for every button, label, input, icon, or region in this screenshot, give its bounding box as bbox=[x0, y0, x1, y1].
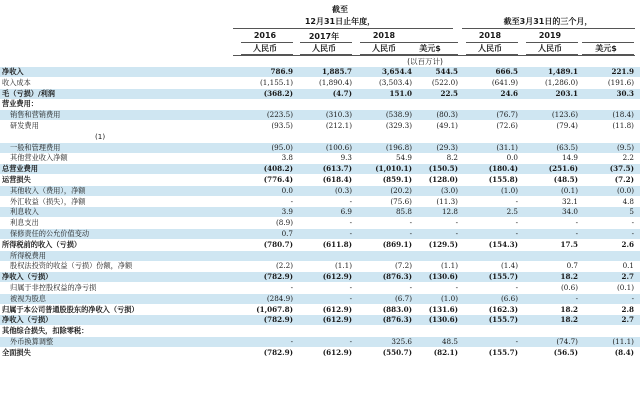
row-value-col-3: (131.6) bbox=[428, 304, 458, 314]
row-value-col-2: (550.7) bbox=[382, 347, 412, 357]
row-label: 净收入 bbox=[2, 67, 24, 76]
row-value-col-5: 0.7 bbox=[566, 261, 578, 271]
row-value-col-1: - bbox=[349, 293, 352, 303]
row-value-col-0: - bbox=[290, 283, 293, 292]
row-label: 其他综合损失，扣除零税： bbox=[2, 326, 89, 336]
row-value-col-4: - bbox=[515, 218, 518, 228]
row-value-col-1: (612.9) bbox=[322, 304, 352, 314]
table-row bbox=[0, 251, 640, 261]
row-value-col-2: (876.3) bbox=[382, 272, 412, 282]
row-value-col-0: (1,067.8) bbox=[256, 304, 293, 314]
currency-header-col-2: 人民币 bbox=[372, 44, 396, 53]
row-value-col-5: (79.4) bbox=[556, 121, 578, 130]
row-value-col-4: - bbox=[515, 337, 518, 346]
row-value-col-0: (1,155.1) bbox=[259, 77, 293, 87]
row-value-col-5: - bbox=[575, 218, 578, 228]
row-value-col-6: (0.1) bbox=[616, 283, 634, 292]
row-label: 营业费用： bbox=[2, 99, 38, 109]
row-value-col-6: 2.8 bbox=[621, 304, 634, 314]
row-value-col-4: 24.6 bbox=[500, 88, 518, 98]
row-value-col-2: (329.3) bbox=[385, 121, 412, 130]
row-value-col-2: (869.1) bbox=[382, 239, 412, 249]
currency-header-col-5: 人民币 bbox=[538, 44, 562, 53]
row-value-col-1: (611.8) bbox=[322, 239, 352, 249]
row-value-col-1: (100.6) bbox=[325, 142, 352, 152]
row-value-col-3: (82.1) bbox=[433, 347, 458, 357]
row-label: 归属于非控股权益的净亏损 bbox=[10, 283, 97, 292]
row-value-col-5: (123.6) bbox=[551, 110, 578, 120]
row-value-col-2: - bbox=[409, 229, 412, 238]
table-row bbox=[0, 121, 640, 131]
currency-header-col-1: 人民币 bbox=[312, 44, 336, 53]
row-value-col-4: (6.6) bbox=[500, 293, 518, 303]
row-value-col-6: 0.1 bbox=[622, 261, 634, 271]
row-value-col-3: (1.0) bbox=[440, 293, 458, 303]
row-label: 归属于本公司普通股股东的净收入（亏损） bbox=[2, 304, 139, 314]
row-value-col-2: 3,654.4 bbox=[381, 67, 412, 76]
row-value-col-1: (1,890.4) bbox=[318, 77, 352, 87]
row-value-col-4: 666.5 bbox=[495, 67, 518, 76]
row-label: 利息收入 bbox=[10, 207, 39, 217]
row-value-col-1: 6.9 bbox=[340, 207, 352, 217]
row-value-col-2: (876.3) bbox=[382, 315, 412, 325]
row-value-col-0: (780.7) bbox=[263, 239, 293, 249]
row-value-col-6: - bbox=[631, 229, 634, 238]
row-value-col-1: (1.1) bbox=[334, 261, 352, 271]
row-value-col-1: - bbox=[349, 283, 352, 292]
table-row bbox=[0, 89, 640, 99]
row-label: 保修责任的公允价值变动 bbox=[10, 229, 90, 238]
row-value-col-0: (95.0) bbox=[271, 142, 293, 152]
row-label: 收入成本 bbox=[2, 77, 31, 87]
row-value-col-5: (251.6) bbox=[548, 164, 578, 174]
row-value-col-5: 14.9 bbox=[561, 153, 578, 163]
row-value-col-2: (538.9) bbox=[385, 110, 412, 120]
table-row bbox=[0, 326, 640, 336]
row-value-col-5: 18.2 bbox=[560, 304, 578, 314]
row-value-col-5: (0.6) bbox=[560, 283, 578, 292]
row-value-col-6: 2.6 bbox=[621, 239, 634, 249]
row-value-col-6: (9.5) bbox=[616, 142, 634, 152]
table-row bbox=[0, 132, 640, 142]
row-value-col-5: (74.7) bbox=[556, 337, 578, 346]
row-value-col-3: (150.5) bbox=[428, 164, 458, 174]
table-row bbox=[0, 164, 640, 174]
row-value-col-6: (0.0) bbox=[616, 185, 634, 195]
row-value-col-5: 34.0 bbox=[561, 207, 578, 217]
row-value-col-4: (31.1) bbox=[496, 142, 518, 152]
row-value-col-3: (80.3) bbox=[436, 110, 458, 120]
row-value-col-0: 0.7 bbox=[281, 229, 293, 238]
row-value-col-4: (162.3) bbox=[488, 304, 518, 314]
row-value-col-0: (223.5) bbox=[266, 110, 293, 120]
row-value-col-3: - bbox=[455, 218, 458, 228]
table-row bbox=[0, 294, 640, 304]
unit-note: (以百万计) bbox=[407, 57, 443, 66]
row-value-col-1: (613.7) bbox=[322, 164, 352, 174]
row-value-col-5: 18.2 bbox=[560, 315, 578, 325]
row-value-col-5: 18.2 bbox=[560, 272, 578, 282]
year-header-col-0: 2016 bbox=[253, 31, 277, 40]
row-value-col-0: (408.2) bbox=[263, 164, 293, 174]
row-value-col-1: - bbox=[349, 337, 352, 346]
row-value-col-6: 2.7 bbox=[621, 315, 634, 325]
row-value-col-6: (18.4) bbox=[612, 110, 634, 120]
year-header-col-5: 2019 bbox=[538, 31, 562, 40]
row-value-col-0: (2.2) bbox=[275, 261, 293, 271]
table-row bbox=[0, 283, 640, 293]
row-value-col-0: (8.9) bbox=[275, 218, 293, 228]
table-row bbox=[0, 99, 640, 109]
row-value-col-5: (1,286.0) bbox=[544, 77, 578, 87]
row-value-col-3: - bbox=[455, 283, 458, 292]
table-row bbox=[0, 207, 640, 217]
currency-header-col-3: 美元$ bbox=[419, 44, 441, 53]
row-value-col-3: - bbox=[455, 229, 458, 238]
row-label: 被视为股息 bbox=[10, 293, 46, 303]
row-value-col-6: (11.1) bbox=[612, 337, 634, 346]
row-value-col-1: (4.7) bbox=[332, 88, 352, 98]
row-label: 研发费用 bbox=[10, 121, 39, 130]
row-value-col-4: (641.9) bbox=[491, 77, 518, 87]
row-value-col-4: - bbox=[515, 196, 518, 206]
table-row bbox=[0, 143, 640, 153]
row-value-col-2: (20.2) bbox=[390, 185, 412, 195]
annual-group-rule bbox=[233, 28, 453, 29]
row-value-col-2: (7.2) bbox=[394, 261, 412, 271]
row-value-col-4: (76.7) bbox=[496, 110, 518, 120]
row-value-col-1: - bbox=[349, 196, 352, 206]
row-value-col-2: (196.8) bbox=[385, 142, 412, 152]
row-value-col-6: (8.4) bbox=[614, 347, 634, 357]
table-row bbox=[0, 240, 640, 250]
row-value-col-5: 32.1 bbox=[561, 196, 578, 206]
row-value-col-5: - bbox=[575, 293, 578, 303]
row-value-col-0: (776.4) bbox=[263, 175, 293, 184]
row-value-col-2: 325.6 bbox=[391, 337, 412, 346]
row-label: 外汇收益（损失），净额 bbox=[10, 196, 86, 206]
row-value-col-4: (155.7) bbox=[488, 315, 518, 325]
row-value-col-3: 48.5 bbox=[441, 337, 458, 346]
row-value-col-2: (6.7) bbox=[394, 293, 412, 303]
table-row bbox=[0, 229, 640, 239]
row-value-col-4: (155.8) bbox=[488, 175, 518, 184]
row-value-col-3: (130.6) bbox=[428, 315, 458, 325]
table-row bbox=[0, 67, 640, 77]
row-value-col-6: (37.5) bbox=[609, 164, 634, 174]
row-value-col-0: (782.9) bbox=[263, 315, 293, 325]
table-row bbox=[0, 348, 640, 358]
row-value-col-0: - bbox=[290, 196, 293, 206]
row-value-col-0: (782.9) bbox=[263, 272, 293, 282]
row-label: 所得税前的收入（亏损） bbox=[2, 239, 82, 249]
row-value-col-5: (0.1) bbox=[560, 185, 578, 195]
row-value-col-0: 0.0 bbox=[281, 185, 293, 195]
row-value-col-6: (7.2) bbox=[614, 175, 634, 184]
quarterly-period-heading: 截至3月31日的三个月， bbox=[503, 17, 593, 26]
currency-header-col-6: 美元$ bbox=[595, 44, 617, 53]
annual-period-heading: 截至 bbox=[332, 5, 348, 14]
row-value-col-3: 8.2 bbox=[446, 153, 458, 163]
row-value-col-1: (612.9) bbox=[322, 347, 352, 357]
row-label: 所得税费用 bbox=[10, 250, 46, 260]
row-value-col-2: (883.0) bbox=[382, 304, 412, 314]
row-value-col-5: (48.5) bbox=[553, 175, 578, 184]
row-value-col-5: (56.5) bbox=[553, 347, 578, 357]
row-value-col-2: 54.9 bbox=[395, 153, 412, 163]
row-value-col-4: (1.4) bbox=[500, 261, 518, 271]
row-value-col-4: - bbox=[515, 283, 518, 292]
row-value-col-3: (3.0) bbox=[440, 185, 458, 195]
row-value-col-3: (49.1) bbox=[436, 121, 458, 130]
table-row bbox=[0, 261, 640, 271]
row-value-col-4: (155.7) bbox=[488, 272, 518, 282]
row-value-col-5: (63.5) bbox=[556, 142, 578, 152]
row-label: 全面损失 bbox=[2, 347, 31, 357]
row-value-col-2: (1,010.1) bbox=[375, 164, 412, 174]
row-value-col-3: 22.5 bbox=[440, 88, 458, 98]
year-header-col-2: 2018 bbox=[372, 31, 396, 40]
row-value-col-0: (284.9) bbox=[266, 293, 293, 303]
table-row bbox=[0, 175, 640, 185]
row-value-col-1: (0.3) bbox=[334, 185, 352, 195]
row-label: 其他收入（费用），净额 bbox=[10, 185, 86, 195]
row-value-col-3: 544.5 bbox=[435, 67, 458, 76]
row-value-col-0: 786.9 bbox=[270, 67, 293, 76]
row-label: 净收入（亏损） bbox=[2, 272, 53, 282]
table-row bbox=[0, 186, 640, 196]
row-value-col-1: (612.9) bbox=[322, 272, 352, 282]
row-value-col-4: - bbox=[515, 229, 518, 238]
row-value-col-4: 0.0 bbox=[506, 153, 518, 163]
row-value-col-6: - bbox=[631, 218, 634, 228]
table-row bbox=[0, 272, 640, 282]
row-label: 一般和管理费用 bbox=[10, 142, 61, 152]
row-value-col-1: 1,885.7 bbox=[321, 67, 352, 76]
row-value-col-5: - bbox=[575, 229, 578, 238]
row-value-col-3: (11.3) bbox=[436, 196, 458, 206]
row-label: 总营业费用 bbox=[2, 164, 38, 174]
table-row bbox=[0, 337, 640, 347]
row-label: (1) bbox=[95, 131, 106, 141]
row-value-col-2: (3,503.4) bbox=[378, 77, 412, 87]
row-value-col-2: 85.8 bbox=[395, 207, 412, 217]
row-label: 其他营业收入净额 bbox=[10, 153, 68, 163]
table-row bbox=[0, 110, 640, 120]
row-value-col-2: 151.0 bbox=[389, 88, 412, 98]
row-value-col-0: (368.2) bbox=[263, 88, 293, 98]
row-value-col-4: (72.6) bbox=[496, 121, 518, 130]
row-value-col-2: (859.1) bbox=[382, 175, 412, 184]
row-value-col-0: (782.9) bbox=[263, 347, 293, 357]
row-label: 毛（亏损）/利润 bbox=[2, 88, 55, 98]
table-row bbox=[0, 78, 640, 88]
row-value-col-3: (29.3) bbox=[436, 142, 458, 152]
row-value-col-1: (612.9) bbox=[322, 315, 352, 325]
row-value-col-0: 3.8 bbox=[281, 153, 293, 163]
row-value-col-2: (75.6) bbox=[390, 196, 412, 206]
row-value-col-0: - bbox=[290, 337, 293, 346]
table-row bbox=[0, 315, 640, 325]
row-value-col-2: - bbox=[409, 218, 412, 228]
row-value-col-5: 1,489.1 bbox=[547, 67, 578, 76]
row-value-col-5: 203.1 bbox=[555, 88, 578, 98]
row-value-col-1: (212.1) bbox=[325, 121, 352, 130]
row-value-col-1: (310.3) bbox=[325, 110, 352, 120]
table-row bbox=[0, 218, 640, 228]
row-value-col-0: (93.5) bbox=[271, 121, 293, 130]
row-label: 净收入（亏损） bbox=[2, 315, 53, 325]
row-value-col-4: (1.0) bbox=[500, 185, 518, 195]
row-label: 利息支出 bbox=[10, 218, 39, 228]
row-label: 股权法投资的收益（亏损）份额，净额 bbox=[10, 261, 133, 271]
row-value-col-3: (128.0) bbox=[428, 175, 458, 184]
table-row bbox=[0, 197, 640, 207]
row-value-col-3: (130.6) bbox=[428, 272, 458, 282]
row-value-col-6: 5 bbox=[629, 207, 634, 217]
table-row bbox=[0, 153, 640, 163]
year-header-col-4: 2018 bbox=[478, 31, 502, 40]
row-value-col-6: 221.9 bbox=[611, 67, 634, 76]
row-value-col-6: 4.8 bbox=[622, 196, 634, 206]
currency-header-col-4: 人民币 bbox=[478, 44, 502, 53]
row-value-col-1: - bbox=[349, 229, 352, 238]
row-value-col-6: 30.3 bbox=[616, 88, 634, 98]
row-value-col-4: (180.4) bbox=[488, 164, 518, 174]
row-value-col-4: (155.7) bbox=[488, 347, 518, 357]
row-value-col-6: 2.2 bbox=[622, 153, 634, 163]
row-value-col-5: 17.5 bbox=[560, 239, 578, 249]
row-label: 运营损失 bbox=[2, 175, 31, 184]
row-value-col-6: - bbox=[631, 293, 634, 303]
year-header-col-1: 2017年 bbox=[308, 32, 340, 41]
row-label: 外币换算调整 bbox=[10, 337, 54, 346]
row-value-col-6: 2.7 bbox=[621, 272, 634, 282]
row-value-col-1: 9.3 bbox=[340, 153, 352, 163]
table-row bbox=[0, 305, 640, 315]
row-value-col-6: (11.8) bbox=[612, 121, 634, 130]
row-value-col-3: (522.0) bbox=[431, 77, 458, 87]
row-label: 销售和营销费用 bbox=[10, 110, 61, 120]
row-value-col-6: (191.6) bbox=[607, 77, 634, 87]
row-value-col-1: (618.4) bbox=[322, 175, 352, 184]
row-value-col-2: - bbox=[409, 283, 412, 292]
row-value-col-3: (1.1) bbox=[440, 261, 458, 271]
row-value-col-4: 2.5 bbox=[506, 207, 518, 217]
annual-period-subheading: 12月31日止年度， bbox=[304, 17, 376, 26]
quarterly-group-rule bbox=[462, 28, 635, 29]
row-value-col-0: 3.9 bbox=[281, 207, 293, 217]
row-value-col-3: (129.5) bbox=[428, 239, 458, 249]
row-value-col-3: 12.8 bbox=[441, 207, 458, 217]
currency-header-col-0: 人民币 bbox=[253, 44, 277, 53]
row-value-col-1: - bbox=[349, 218, 352, 228]
row-value-col-4: (154.3) bbox=[488, 239, 518, 249]
